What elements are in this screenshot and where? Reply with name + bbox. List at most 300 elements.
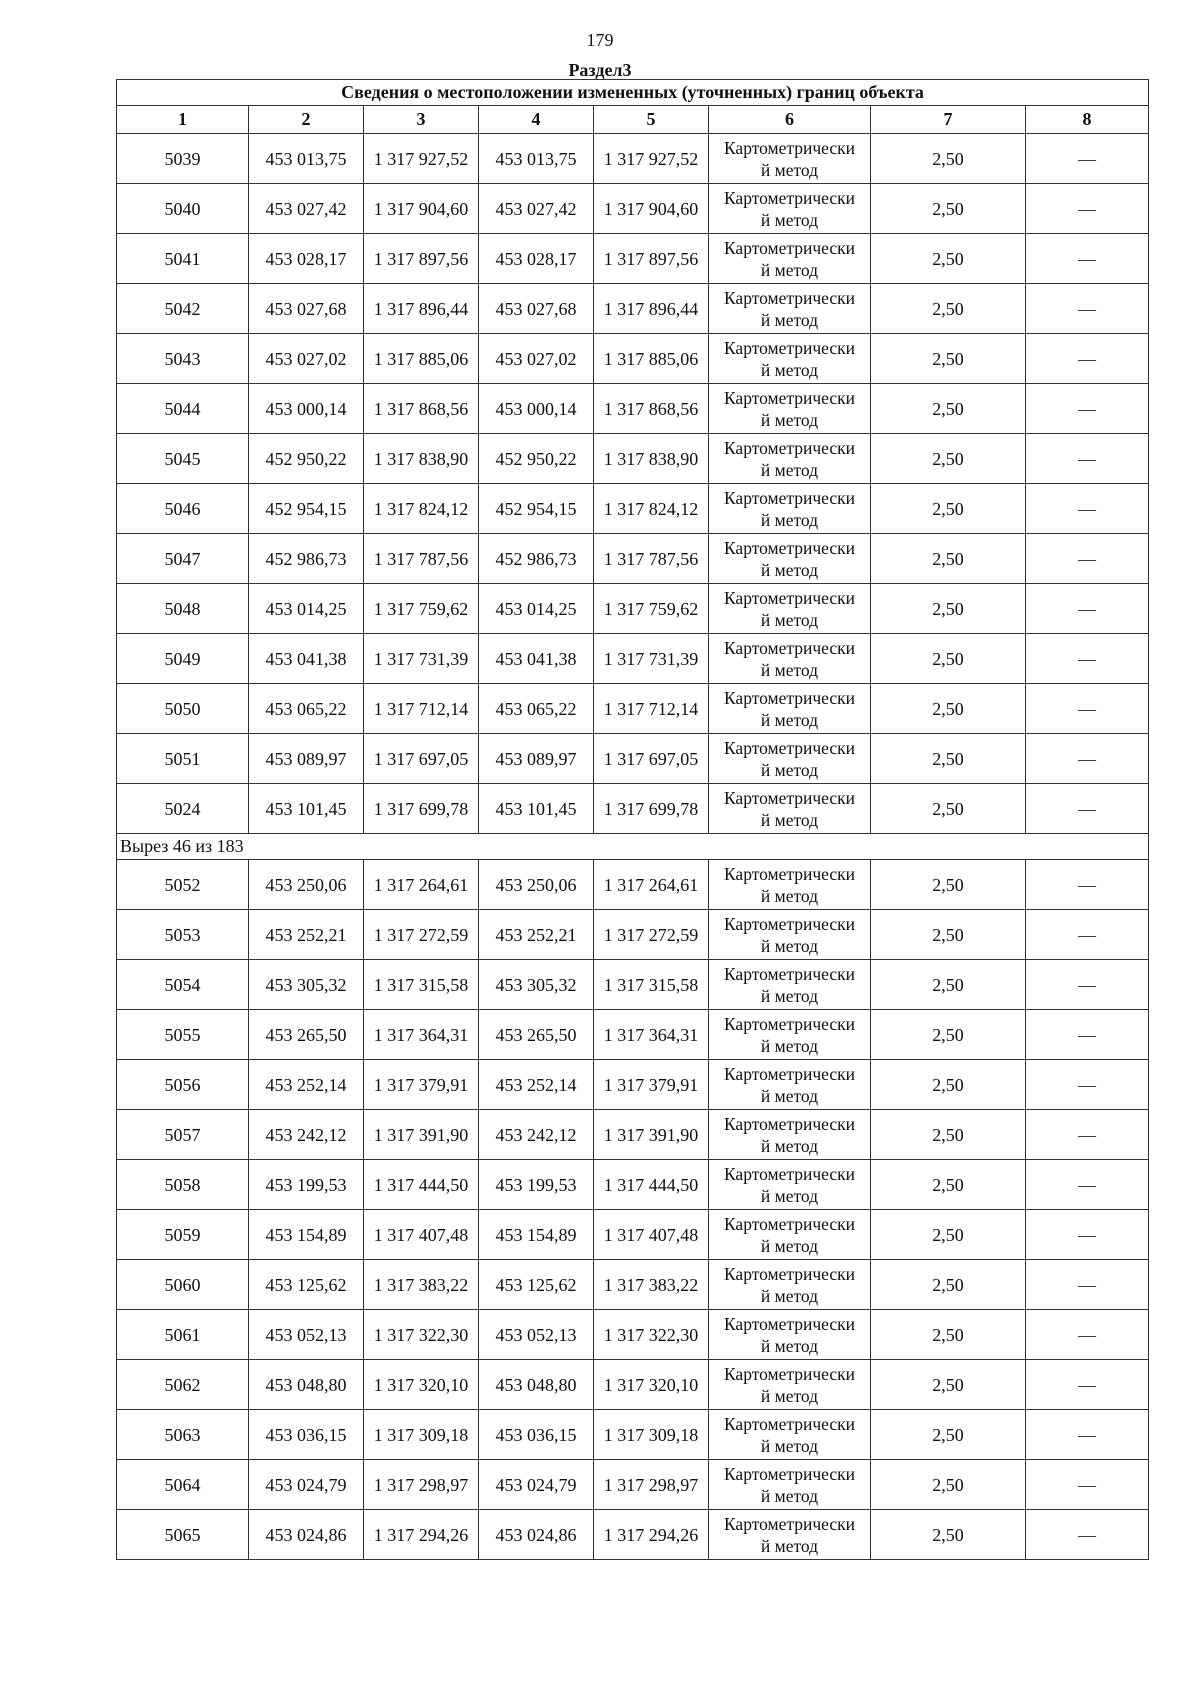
coordinate-y-cell: 1 317 838,90 — [364, 434, 479, 484]
accuracy-cell: 2,50 — [871, 634, 1026, 684]
coordinate-x-cell: 453 028,17 — [479, 234, 594, 284]
method-cell — [709, 1460, 871, 1510]
method-line: Картометрически — [723, 487, 856, 508]
point-number-cell: 5065 — [117, 1510, 249, 1560]
note-cell: — — [1026, 1010, 1149, 1060]
coordinate-x-cell: 453 154,89 — [249, 1210, 364, 1260]
coordinate-x-cell: 453 013,75 — [479, 134, 594, 184]
note-cell: — — [1026, 734, 1149, 784]
boundary-table — [116, 79, 1149, 1560]
coordinate-x-cell: 453 250,06 — [249, 860, 364, 910]
table-row — [117, 1060, 1149, 1110]
note-cell: — — [1026, 234, 1149, 284]
point-number-cell: 5058 — [117, 1160, 249, 1210]
note-cell: — — [1026, 334, 1149, 384]
table-row — [117, 1160, 1149, 1210]
note-cell: — — [1026, 1510, 1149, 1560]
table-body — [117, 134, 1149, 1560]
coordinate-y-cell: 1 317 309,18 — [594, 1410, 709, 1460]
point-number-cell: 5040 — [117, 184, 249, 234]
coordinate-y-cell: 1 317 320,10 — [364, 1360, 479, 1410]
method-cell — [709, 684, 871, 734]
group-label: Вырез 46 из 183 — [117, 834, 1149, 860]
method-cell — [709, 134, 871, 184]
method-cell — [709, 384, 871, 434]
coordinate-y-cell: 1 317 712,14 — [594, 684, 709, 734]
column-header-row — [117, 106, 1149, 134]
coordinate-y-cell: 1 317 787,56 — [364, 534, 479, 584]
table-row — [117, 134, 1149, 184]
coordinate-y-cell: 1 317 697,05 — [364, 734, 479, 784]
table-row — [117, 1410, 1149, 1460]
point-number-cell: 5052 — [117, 860, 249, 910]
coordinate-x-cell: 452 950,22 — [479, 434, 594, 484]
coordinate-y-cell: 1 317 699,78 — [364, 784, 479, 834]
accuracy-cell: 2,50 — [871, 1210, 1026, 1260]
accuracy-cell: 2,50 — [871, 684, 1026, 734]
coordinate-x-cell: 453 065,22 — [479, 684, 594, 734]
table-row — [117, 1310, 1149, 1360]
coordinate-x-cell: 453 041,38 — [249, 634, 364, 684]
coordinate-y-cell: 1 317 697,05 — [594, 734, 709, 784]
method-line: Картометрически — [723, 1113, 856, 1134]
point-number-cell: 5049 — [117, 634, 249, 684]
table-row — [117, 334, 1149, 384]
table-row — [117, 184, 1149, 234]
coordinate-y-cell: 1 317 294,26 — [594, 1510, 709, 1560]
coordinate-y-cell: 1 317 759,62 — [364, 584, 479, 634]
column-header: 3 — [364, 106, 479, 134]
method-cell — [709, 860, 871, 910]
coordinate-x-cell: 453 028,17 — [249, 234, 364, 284]
coordinate-y-cell: 1 317 294,26 — [364, 1510, 479, 1560]
accuracy-cell: 2,50 — [871, 1310, 1026, 1360]
coordinate-x-cell: 453 027,02 — [479, 334, 594, 384]
point-number-cell: 5043 — [117, 334, 249, 384]
coordinate-y-cell: 1 317 731,39 — [364, 634, 479, 684]
table-row — [117, 1460, 1149, 1510]
coordinate-y-cell: 1 317 391,90 — [364, 1110, 479, 1160]
coordinate-x-cell: 453 265,50 — [249, 1010, 364, 1060]
coordinate-y-cell: 1 317 298,97 — [594, 1460, 709, 1510]
coordinate-x-cell: 453 024,86 — [479, 1510, 594, 1560]
method-line: й метод — [760, 1485, 819, 1506]
method-line: й метод — [760, 1085, 819, 1106]
point-number-cell: 5055 — [117, 1010, 249, 1060]
accuracy-cell: 2,50 — [871, 434, 1026, 484]
method-line: й метод — [760, 709, 819, 730]
method-line: Картометрически — [723, 587, 856, 608]
accuracy-cell: 2,50 — [871, 734, 1026, 784]
accuracy-cell: 2,50 — [871, 284, 1026, 334]
point-number-cell: 5054 — [117, 960, 249, 1010]
note-cell: — — [1026, 134, 1149, 184]
note-cell: — — [1026, 1310, 1149, 1360]
method-line: й метод — [760, 1035, 819, 1056]
method-cell — [709, 1010, 871, 1060]
table-row — [117, 960, 1149, 1010]
method-cell — [709, 234, 871, 284]
coordinate-x-cell: 453 305,32 — [249, 960, 364, 1010]
method-line: й метод — [760, 659, 819, 680]
coordinate-x-cell: 453 252,14 — [249, 1060, 364, 1110]
coordinate-y-cell: 1 317 309,18 — [364, 1410, 479, 1460]
coordinate-x-cell: 453 305,32 — [479, 960, 594, 1010]
method-line: Картометрически — [723, 237, 856, 258]
note-cell: — — [1026, 1260, 1149, 1310]
coordinate-y-cell: 1 317 364,31 — [594, 1010, 709, 1060]
coordinate-x-cell: 453 089,97 — [479, 734, 594, 784]
method-line: й метод — [760, 259, 819, 280]
table-row — [117, 1210, 1149, 1260]
accuracy-cell: 2,50 — [871, 1510, 1026, 1560]
coordinate-x-cell: 453 089,97 — [249, 734, 364, 784]
method-line: й метод — [760, 159, 819, 180]
method-cell — [709, 1060, 871, 1110]
coordinate-y-cell: 1 317 320,10 — [594, 1360, 709, 1410]
coordinate-y-cell: 1 317 298,97 — [364, 1460, 479, 1510]
coordinate-x-cell: 453 027,02 — [249, 334, 364, 384]
coordinate-x-cell: 452 986,73 — [249, 534, 364, 584]
coordinate-y-cell: 1 317 904,60 — [364, 184, 479, 234]
coordinate-x-cell: 453 250,06 — [479, 860, 594, 910]
accuracy-cell: 2,50 — [871, 1260, 1026, 1310]
point-number-cell: 5053 — [117, 910, 249, 960]
coordinate-y-cell: 1 317 868,56 — [364, 384, 479, 434]
method-cell — [709, 434, 871, 484]
coordinate-x-cell: 453 252,14 — [479, 1060, 594, 1110]
accuracy-cell: 2,50 — [871, 1160, 1026, 1210]
method-line: Картометрически — [723, 387, 856, 408]
coordinate-x-cell: 452 954,15 — [479, 484, 594, 534]
point-number-cell: 5060 — [117, 1260, 249, 1310]
coordinate-y-cell: 1 317 315,58 — [364, 960, 479, 1010]
table-row — [117, 910, 1149, 960]
note-cell: — — [1026, 860, 1149, 910]
page-number: 179 — [586, 30, 614, 50]
coordinate-x-cell: 453 048,80 — [249, 1360, 364, 1410]
method-line: й метод — [760, 1185, 819, 1206]
coordinate-y-cell: 1 317 731,39 — [594, 634, 709, 684]
accuracy-cell: 2,50 — [871, 1060, 1026, 1110]
point-number-cell: 5024 — [117, 784, 249, 834]
group-label-row — [117, 834, 1149, 860]
method-line: Картометрически — [723, 187, 856, 208]
method-line: й метод — [760, 809, 819, 830]
method-line: Картометрически — [723, 637, 856, 658]
table-row — [117, 1260, 1149, 1310]
method-line: Картометрически — [723, 1313, 856, 1334]
point-number-cell: 5061 — [117, 1310, 249, 1360]
coordinate-y-cell: 1 317 364,31 — [364, 1010, 479, 1060]
coordinate-x-cell: 453 125,62 — [479, 1260, 594, 1310]
method-cell — [709, 184, 871, 234]
coordinate-y-cell: 1 317 759,62 — [594, 584, 709, 634]
method-line: й метод — [760, 209, 819, 230]
accuracy-cell: 2,50 — [871, 184, 1026, 234]
coordinate-y-cell: 1 317 904,60 — [594, 184, 709, 234]
point-number-cell: 5046 — [117, 484, 249, 534]
coordinate-x-cell: 453 065,22 — [249, 684, 364, 734]
point-number-cell: 5057 — [117, 1110, 249, 1160]
table-row — [117, 484, 1149, 534]
method-line: й метод — [760, 459, 819, 480]
method-line: Картометрически — [723, 1213, 856, 1234]
coordinate-x-cell: 453 052,13 — [479, 1310, 594, 1360]
point-number-cell: 5064 — [117, 1460, 249, 1510]
note-cell: — — [1026, 1410, 1149, 1460]
accuracy-cell: 2,50 — [871, 1010, 1026, 1060]
coordinate-x-cell: 453 041,38 — [479, 634, 594, 684]
coordinate-x-cell: 453 027,42 — [249, 184, 364, 234]
coordinate-x-cell: 453 014,25 — [479, 584, 594, 634]
method-line: Картометрически — [723, 913, 856, 934]
accuracy-cell: 2,50 — [871, 910, 1026, 960]
point-number-cell: 5056 — [117, 1060, 249, 1110]
coordinate-y-cell: 1 317 896,44 — [364, 284, 479, 334]
coordinate-y-cell: 1 317 824,12 — [594, 484, 709, 534]
accuracy-cell: 2,50 — [871, 584, 1026, 634]
table-row — [117, 284, 1149, 334]
coordinate-y-cell: 1 317 383,22 — [594, 1260, 709, 1310]
coordinate-y-cell: 1 317 379,91 — [594, 1060, 709, 1110]
coordinate-y-cell: 1 317 699,78 — [594, 784, 709, 834]
coordinate-y-cell: 1 317 391,90 — [594, 1110, 709, 1160]
coordinate-x-cell: 452 950,22 — [249, 434, 364, 484]
method-line: й метод — [760, 559, 819, 580]
coordinate-x-cell: 453 027,68 — [249, 284, 364, 334]
coordinate-y-cell: 1 317 407,48 — [594, 1210, 709, 1260]
method-line: й метод — [760, 359, 819, 380]
coordinate-y-cell: 1 317 379,91 — [364, 1060, 479, 1110]
method-cell — [709, 534, 871, 584]
note-cell: — — [1026, 1160, 1149, 1210]
method-line: й метод — [760, 409, 819, 430]
table-row — [117, 784, 1149, 834]
coordinate-x-cell: 453 101,45 — [249, 784, 364, 834]
coordinate-y-cell: 1 317 885,06 — [364, 334, 479, 384]
coordinate-x-cell: 453 101,45 — [479, 784, 594, 834]
coordinate-x-cell: 453 024,79 — [479, 1460, 594, 1510]
coordinate-x-cell: 453 125,62 — [249, 1260, 364, 1310]
note-cell: — — [1026, 384, 1149, 434]
table-row — [117, 234, 1149, 284]
coordinate-x-cell: 453 000,14 — [479, 384, 594, 434]
method-line: Картометрически — [723, 1013, 856, 1034]
accuracy-cell: 2,50 — [871, 484, 1026, 534]
coordinate-y-cell: 1 317 272,59 — [594, 910, 709, 960]
method-line: й метод — [760, 935, 819, 956]
method-cell — [709, 1160, 871, 1210]
coordinate-x-cell: 453 027,68 — [479, 284, 594, 334]
coordinate-y-cell: 1 317 868,56 — [594, 384, 709, 434]
coordinate-x-cell: 453 036,15 — [249, 1410, 364, 1460]
accuracy-cell: 2,50 — [871, 1460, 1026, 1510]
accuracy-cell: 2,50 — [871, 960, 1026, 1010]
method-cell — [709, 1410, 871, 1460]
column-header: 4 — [479, 106, 594, 134]
method-line: й метод — [760, 609, 819, 630]
coordinate-x-cell: 453 199,53 — [479, 1160, 594, 1210]
method-cell — [709, 784, 871, 834]
coordinate-y-cell: 1 317 322,30 — [364, 1310, 479, 1360]
note-cell: — — [1026, 1110, 1149, 1160]
accuracy-cell: 2,50 — [871, 134, 1026, 184]
coordinate-y-cell: 1 317 315,58 — [594, 960, 709, 1010]
coordinate-y-cell: 1 317 824,12 — [364, 484, 479, 534]
coordinate-x-cell: 453 014,25 — [249, 584, 364, 634]
table-row — [117, 684, 1149, 734]
coordinate-y-cell: 1 317 444,50 — [364, 1160, 479, 1210]
method-line: Картометрически — [723, 863, 856, 884]
column-header: 6 — [709, 106, 871, 134]
accuracy-cell: 2,50 — [871, 1360, 1026, 1410]
point-number-cell: 5045 — [117, 434, 249, 484]
coordinate-x-cell: 453 048,80 — [479, 1360, 594, 1410]
method-line: й метод — [760, 759, 819, 780]
column-header: 5 — [594, 106, 709, 134]
coordinate-y-cell: 1 317 264,61 — [594, 860, 709, 910]
point-number-cell: 5062 — [117, 1360, 249, 1410]
method-line: Картометрически — [723, 1263, 856, 1284]
point-number-cell: 5047 — [117, 534, 249, 584]
method-cell — [709, 284, 871, 334]
method-line: й метод — [760, 1435, 819, 1456]
accuracy-cell: 2,50 — [871, 384, 1026, 434]
coordinate-y-cell: 1 317 444,50 — [594, 1160, 709, 1210]
accuracy-cell: 2,50 — [871, 234, 1026, 284]
method-line: й метод — [760, 985, 819, 1006]
note-cell: — — [1026, 634, 1149, 684]
column-header: 7 — [871, 106, 1026, 134]
method-cell — [709, 1360, 871, 1410]
method-line: Картометрически — [723, 787, 856, 808]
point-number-cell: 5050 — [117, 684, 249, 734]
table-row — [117, 434, 1149, 484]
column-header: 8 — [1026, 106, 1149, 134]
coordinate-x-cell: 453 027,42 — [479, 184, 594, 234]
method-line: й метод — [760, 1335, 819, 1356]
coordinate-x-cell: 453 252,21 — [479, 910, 594, 960]
point-number-cell: 5048 — [117, 584, 249, 634]
coordinate-x-cell: 452 954,15 — [249, 484, 364, 534]
table-row — [117, 1010, 1149, 1060]
note-cell: — — [1026, 1060, 1149, 1110]
method-line: Картометрически — [723, 1513, 856, 1534]
method-cell — [709, 960, 871, 1010]
note-cell: — — [1026, 910, 1149, 960]
table-row — [117, 1510, 1149, 1560]
column-header: 2 — [249, 106, 364, 134]
method-line: Картометрически — [723, 1463, 856, 1484]
coordinate-x-cell: 453 036,15 — [479, 1410, 594, 1460]
accuracy-cell: 2,50 — [871, 1410, 1026, 1460]
point-number-cell: 5044 — [117, 384, 249, 434]
method-line: Картометрически — [723, 1063, 856, 1084]
note-cell: — — [1026, 1460, 1149, 1510]
coordinate-x-cell: 453 024,79 — [249, 1460, 364, 1510]
method-line: Картометрически — [723, 337, 856, 358]
method-cell — [709, 1260, 871, 1310]
method-line: й метод — [760, 1535, 819, 1556]
note-cell: — — [1026, 584, 1149, 634]
method-line: й метод — [760, 1235, 819, 1256]
table-row — [117, 384, 1149, 434]
coordinate-y-cell: 1 317 927,52 — [594, 134, 709, 184]
method-line: Картометрически — [723, 1163, 856, 1184]
method-line: Картометрически — [723, 1413, 856, 1434]
point-number-cell: 5059 — [117, 1210, 249, 1260]
table-caption: Сведения о местоположении измененных (уточненных) границ объекта — [117, 80, 1149, 106]
note-cell: — — [1026, 684, 1149, 734]
table-row — [117, 734, 1149, 784]
method-line: й метод — [760, 1385, 819, 1406]
method-line: Картометрически — [723, 1363, 856, 1384]
coordinate-y-cell: 1 317 407,48 — [364, 1210, 479, 1260]
table-row — [117, 584, 1149, 634]
coordinate-x-cell: 452 986,73 — [479, 534, 594, 584]
method-cell — [709, 334, 871, 384]
section-title: Раздел3 — [568, 60, 632, 80]
coordinate-y-cell: 1 317 897,56 — [594, 234, 709, 284]
table-row — [117, 1110, 1149, 1160]
coordinate-y-cell: 1 317 383,22 — [364, 1260, 479, 1310]
method-line: Картометрически — [723, 287, 856, 308]
method-line: Картометрически — [723, 437, 856, 458]
method-cell — [709, 484, 871, 534]
method-cell — [709, 734, 871, 784]
note-cell: — — [1026, 534, 1149, 584]
coordinate-x-cell: 453 000,14 — [249, 384, 364, 434]
method-cell — [709, 584, 871, 634]
method-cell — [709, 1310, 871, 1360]
coordinate-y-cell: 1 317 264,61 — [364, 860, 479, 910]
method-cell — [709, 1210, 871, 1260]
coordinate-y-cell: 1 317 838,90 — [594, 434, 709, 484]
coordinate-y-cell: 1 317 896,44 — [594, 284, 709, 334]
point-number-cell: 5041 — [117, 234, 249, 284]
note-cell: — — [1026, 184, 1149, 234]
coordinate-y-cell: 1 317 322,30 — [594, 1310, 709, 1360]
method-line: й метод — [760, 309, 819, 330]
note-cell: — — [1026, 1360, 1149, 1410]
coordinate-x-cell: 453 252,21 — [249, 910, 364, 960]
method-line: Картометрически — [723, 687, 856, 708]
method-line: Картометрически — [723, 963, 856, 984]
coordinate-x-cell: 453 024,86 — [249, 1510, 364, 1560]
method-cell — [709, 1110, 871, 1160]
method-line: й метод — [760, 1135, 819, 1156]
coordinate-y-cell: 1 317 712,14 — [364, 684, 479, 734]
method-line: Картометрически — [723, 137, 856, 158]
note-cell: — — [1026, 960, 1149, 1010]
table-row — [117, 534, 1149, 584]
method-line: Картометрически — [723, 737, 856, 758]
point-number-cell: 5063 — [117, 1410, 249, 1460]
table-row — [117, 1360, 1149, 1410]
accuracy-cell: 2,50 — [871, 784, 1026, 834]
coordinate-x-cell: 453 154,89 — [479, 1210, 594, 1260]
coordinate-x-cell: 453 013,75 — [249, 134, 364, 184]
note-cell: — — [1026, 784, 1149, 834]
coordinate-y-cell: 1 317 787,56 — [594, 534, 709, 584]
accuracy-cell: 2,50 — [871, 860, 1026, 910]
note-cell: — — [1026, 484, 1149, 534]
coordinate-x-cell: 453 052,13 — [249, 1310, 364, 1360]
method-cell — [709, 910, 871, 960]
point-number-cell: 5042 — [117, 284, 249, 334]
method-line: Картометрически — [723, 537, 856, 558]
